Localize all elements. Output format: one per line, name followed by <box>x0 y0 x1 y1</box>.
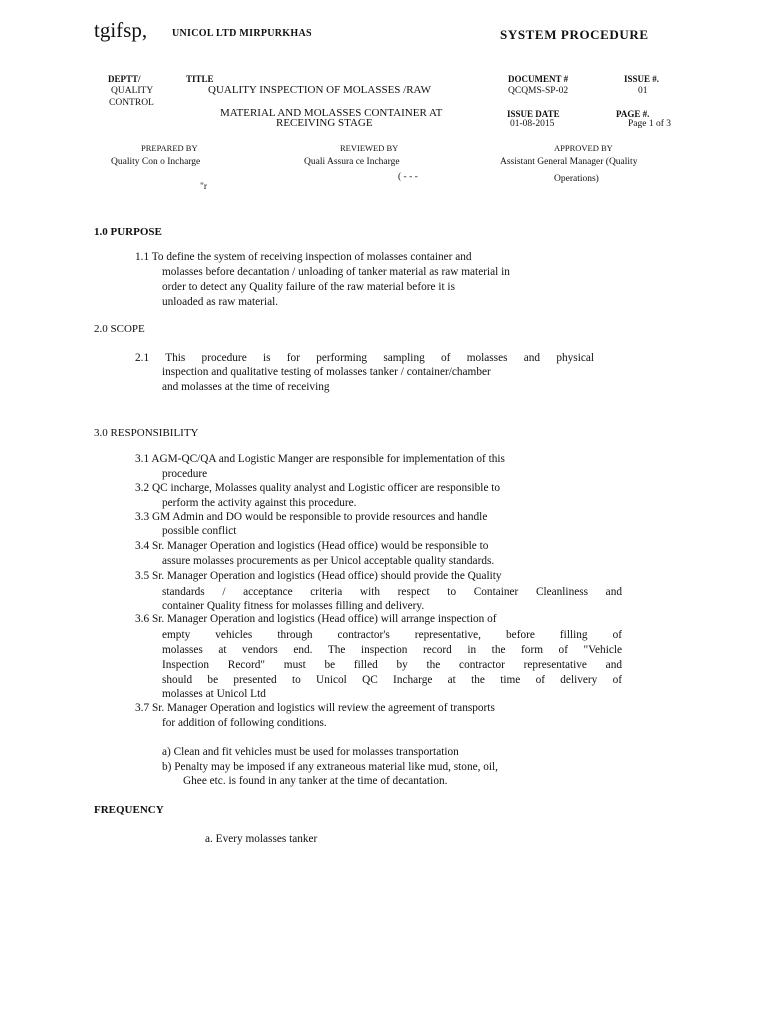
dept-value-line1: QUALITY <box>111 86 154 96</box>
purpose-text-line4: unloaded as raw material. <box>162 296 279 308</box>
resp-3-6-line3: molasses at vendors end. The inspection record in the form of "Vehicle <box>162 644 622 656</box>
prepared-value: Quality Con o Incharge <box>111 157 201 167</box>
scope-text-line1: 2.1 This procedure is for performing sampling of molasses and physical <box>135 352 594 364</box>
dept-label: DEPTT/ <box>108 74 141 84</box>
resp-3-1-line1: 3.1 AGM-QC/QA and Logistic Manger are responsible for implementation of this <box>135 453 505 465</box>
resp-3-4-line1: 3.4 Sr. Manager Operation and logistics (Head office) would be responsible to <box>135 540 489 552</box>
resp-3-1-line2: procedure <box>162 468 208 480</box>
title-line1: QUALITY INSPECTION OF MOLASSES /RAW <box>208 84 431 96</box>
reviewed-signature-mark: ( - - - <box>398 172 418 182</box>
approved-value-line1: Assistant General Manager (Quality <box>500 157 638 167</box>
prepared-label: PREPARED BY <box>141 143 198 153</box>
scope-text-line3: and molasses at the time of receiving <box>162 381 330 393</box>
title-line2: MATERIAL AND MOLASSES CONTAINER AT <box>220 107 443 119</box>
scope-heading: 2.0 SCOPE <box>94 323 145 335</box>
page-value: Page 1 of 3 <box>628 119 672 129</box>
page-label: PAGE #. <box>616 109 650 119</box>
document-label: DOCUMENT # <box>508 74 569 84</box>
purpose-text-line1: 1.1 To define the system of receiving inspection of molasses container and <box>135 251 472 263</box>
company-name: UNICOL LTD MIRPURKHAS <box>172 28 312 39</box>
frequency-item-a: a. Every molasses tanker <box>205 833 318 845</box>
resp-3-2-line1: 3.2 QC incharge, Molasses quality analyst and Logistic officer are responsible to <box>135 482 501 494</box>
resp-3-7-line2: for addition of following conditions. <box>162 717 327 729</box>
resp-3-6-line2: empty vehicles through contractor's representative, before filling of <box>162 629 622 641</box>
condition-b-line1: b) Penalty may be imposed if any extraneous material like mud, stone, oil, <box>162 761 498 773</box>
issue-label: ISSUE #. <box>624 74 660 84</box>
document-type: SYSTEM PROCEDURE <box>500 27 649 42</box>
resp-3-6-line5: should be presented to Unicol QC Incharge at the time of delivery of <box>162 674 622 686</box>
scope-text-line2: inspection and qualitative testing of molasses tanker / container/chamber <box>162 366 491 378</box>
resp-3-7-line1: 3.7 Sr. Manager Operation and logistics will review the agreement of transports <box>135 702 495 714</box>
condition-b-line2: Ghee etc. is found in any tanker at the time of decantation. <box>183 775 448 787</box>
resp-3-4-line2: assure molasses procurements as per Unicol acceptable quality standards. <box>162 555 495 567</box>
purpose-text-line3: order to detect any Quality failure of the raw material before it is <box>162 281 455 293</box>
title-label: TITLE <box>186 74 214 84</box>
resp-3-5-line2: standards / acceptance criteria with respect to Container Cleanliness and <box>162 586 622 598</box>
resp-3-5-line1: 3.5 Sr. Manager Operation and logistics (Head office) should provide the Quality <box>135 570 502 582</box>
resp-3-3-line1: 3.3 GM Admin and DO would be responsible to provide resources and handle <box>135 511 488 523</box>
frequency-heading: FREQUENCY <box>94 804 164 816</box>
responsibility-heading: 3.0 RESPONSIBILITY <box>94 427 199 439</box>
title-line3: RECEIVING STAGE <box>276 117 373 129</box>
resp-3-2-line2: perform the activity against this procedure. <box>162 497 357 509</box>
dept-value-line2: CONTROL <box>109 98 154 108</box>
issue-date-value: 01-08-2015 <box>510 119 555 129</box>
document-value: QCQMS-SP-02 <box>508 86 569 96</box>
reviewed-value: Quali Assura ce Incharge <box>304 157 400 167</box>
prepared-signature-mark: "r <box>200 182 208 192</box>
resp-3-6-line1: 3.6 Sr. Manager Operation and logistics (Head office) will arrange inspection of <box>135 613 497 625</box>
issue-value: 01 <box>638 86 648 96</box>
approved-value-line2: Operations) <box>554 174 599 184</box>
logo-text: tgifsp, <box>94 18 148 42</box>
resp-3-6-line6: molasses at Unicol Ltd <box>162 688 266 700</box>
purpose-text-line2: molasses before decantation / unloading of tanker material as raw material in <box>162 266 510 278</box>
issue-date-label: ISSUE DATE <box>507 109 560 119</box>
condition-a: a) Clean and fit vehicles must be used for molasses transportation <box>162 746 459 758</box>
reviewed-label: REVIEWED BY <box>340 143 399 153</box>
resp-3-6-line4: Inspection Record" must be filled by the contractor representative and <box>162 659 622 671</box>
resp-3-3-line2: possible conflict <box>162 525 237 537</box>
approved-label: APPROVED BY <box>554 143 613 153</box>
resp-3-5-line3: container Quality fitness for molasses filling and delivery. <box>162 600 425 612</box>
purpose-heading: 1.0 PURPOSE <box>94 226 162 238</box>
